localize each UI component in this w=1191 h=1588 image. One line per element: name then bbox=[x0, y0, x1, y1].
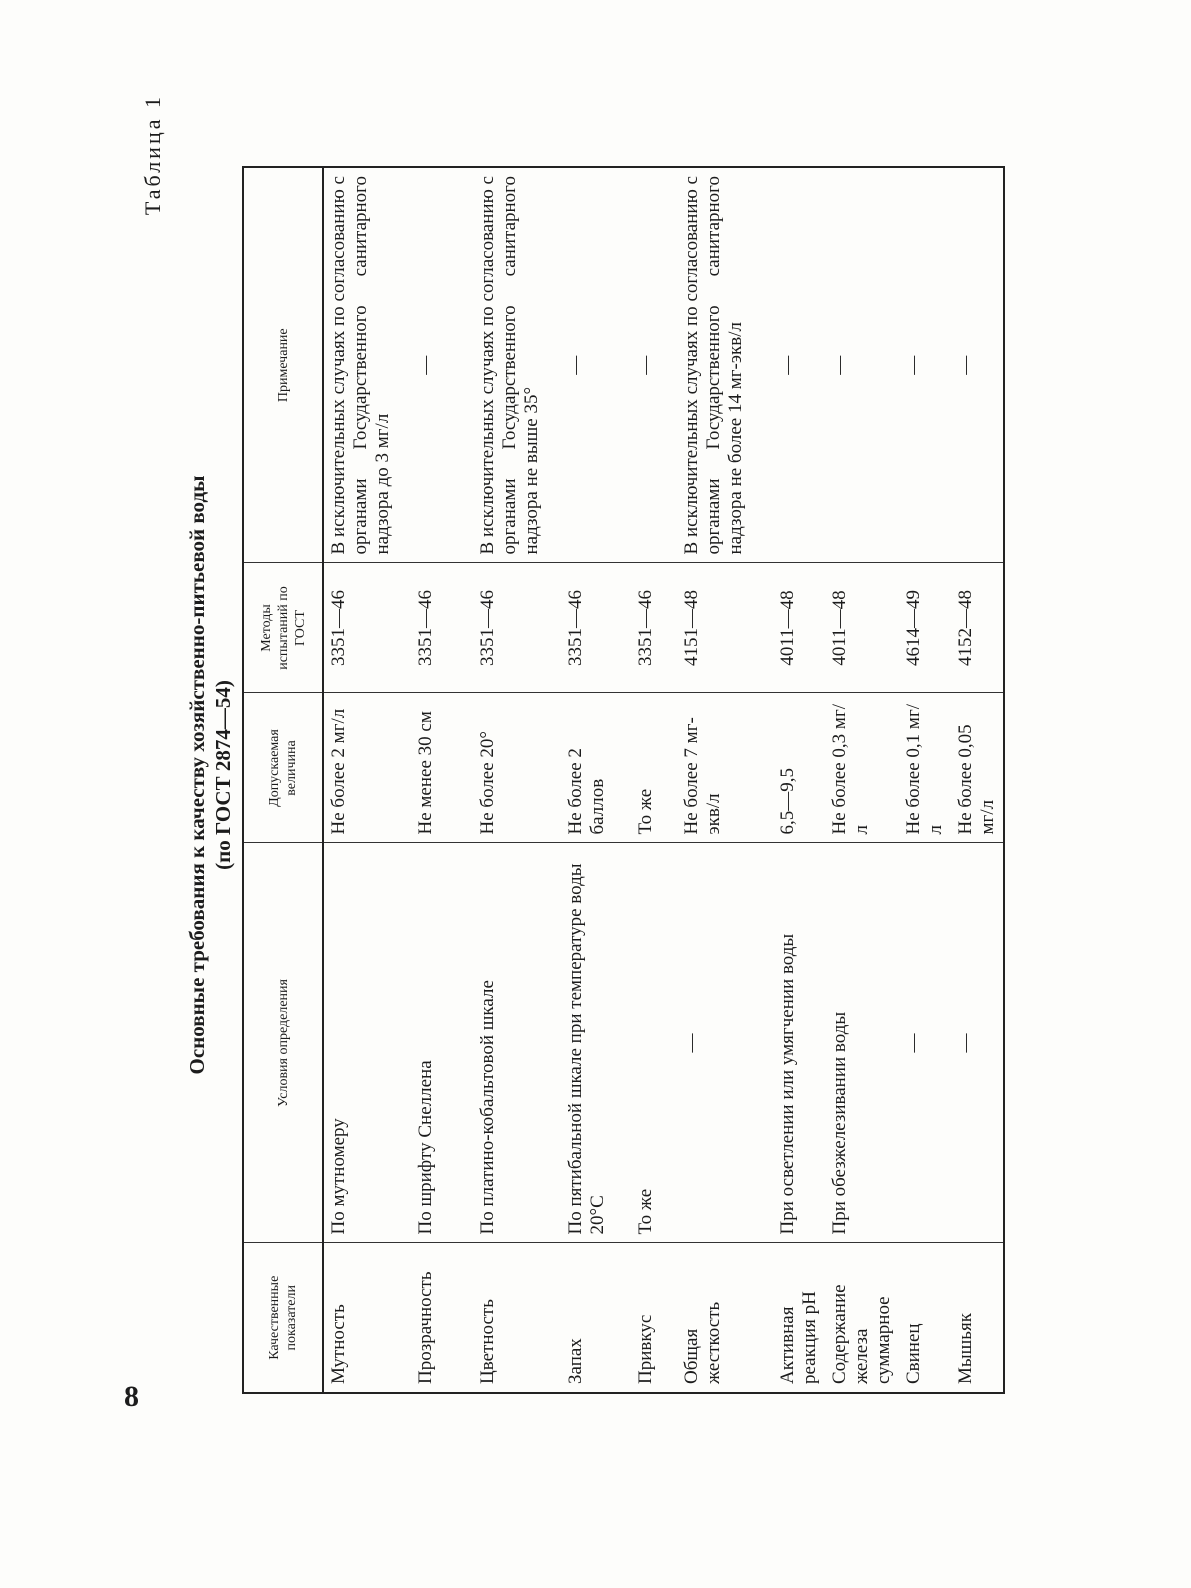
title-line-1: Основные требования к качеству хозяйственно-питьевой воды bbox=[185, 475, 209, 1075]
cell-condition: — bbox=[899, 843, 951, 1243]
table-row bbox=[899, 167, 951, 1393]
column-header-method: Методы испытаний по ГОСТ bbox=[243, 563, 323, 693]
cell-parameter: Мутность bbox=[323, 1243, 411, 1393]
cell-allowed: Не более 2 мг/л bbox=[323, 693, 411, 843]
table-label: Таблица 1 bbox=[140, 94, 165, 216]
cell-note: В исключительных случаях по согласованию с органами Государственного санитарного надзора не более 14 мг-экв/л bbox=[677, 167, 773, 563]
cell-parameter: Прозрачность bbox=[411, 1243, 473, 1393]
table-row bbox=[323, 167, 411, 1393]
cell-note: — bbox=[773, 167, 825, 563]
page-number: 8 bbox=[124, 1380, 139, 1413]
cell-parameter: Цветность bbox=[473, 1243, 561, 1393]
cell-parameter: Мышьяк bbox=[951, 1243, 1004, 1393]
cell-parameter: Содержание железа суммарное bbox=[825, 1243, 899, 1393]
table-row bbox=[473, 167, 561, 1393]
cell-condition: — bbox=[951, 843, 1004, 1243]
document-title bbox=[184, 80, 236, 1470]
cell-allowed: Не более 20° bbox=[473, 693, 561, 843]
table-row bbox=[631, 167, 677, 1393]
cell-condition: По платино-кобальтовой шкале bbox=[473, 843, 561, 1243]
cell-method: 4011—48 bbox=[773, 563, 825, 693]
cell-method: 4614—49 bbox=[899, 563, 951, 693]
cell-note: — bbox=[411, 167, 473, 563]
cell-method: 3351—46 bbox=[473, 563, 561, 693]
table-row bbox=[677, 167, 773, 1393]
column-header-allowed: Допускаемая величина bbox=[243, 693, 323, 843]
cell-method: 3351—46 bbox=[561, 563, 631, 693]
cell-condition: По мутномеру bbox=[323, 843, 411, 1243]
cell-condition: По пятибальной шкале при температуре воды 20°С bbox=[561, 843, 631, 1243]
cell-method: 4152—48 bbox=[951, 563, 1004, 693]
cell-allowed: Не более 0,3 мг/л bbox=[825, 693, 899, 843]
requirements-table bbox=[242, 166, 1005, 1394]
cell-note: — bbox=[631, 167, 677, 563]
cell-parameter: Привкус bbox=[631, 1243, 677, 1393]
cell-method: 3351—46 bbox=[631, 563, 677, 693]
cell-allowed: То же bbox=[631, 693, 677, 843]
cell-condition: То же bbox=[631, 843, 677, 1243]
cell-parameter: Активная реакция pH bbox=[773, 1243, 825, 1393]
cell-note: В исключительных случаях по согласованию с органами Государственного санитарного надзора до 3 мг/л bbox=[323, 167, 411, 563]
column-header-parameter: Качественные показатели bbox=[243, 1243, 323, 1393]
cell-method: 3351—46 bbox=[323, 563, 411, 693]
cell-method: 4011—48 bbox=[825, 563, 899, 693]
table-row bbox=[411, 167, 473, 1393]
cell-condition: При осветлении или умягчении воды bbox=[773, 843, 825, 1243]
cell-parameter: Свинец bbox=[899, 1243, 951, 1393]
cell-note: — bbox=[951, 167, 1004, 563]
cell-allowed: Не менее 30 см bbox=[411, 693, 473, 843]
table-header-row bbox=[243, 167, 323, 1393]
cell-allowed: Не более 0,1 мг/л bbox=[899, 693, 951, 843]
cell-allowed: Не более 0,05 мг/л bbox=[951, 693, 1004, 843]
table-row bbox=[951, 167, 1004, 1393]
cell-method: 3351—46 bbox=[411, 563, 473, 693]
cell-allowed: 6,5—9,5 bbox=[773, 693, 825, 843]
table-row bbox=[773, 167, 825, 1393]
cell-parameter: Запах bbox=[561, 1243, 631, 1393]
cell-condition: По шрифту Снеллена bbox=[411, 843, 473, 1243]
column-header-note: Примечание bbox=[243, 167, 323, 563]
cell-note: — bbox=[899, 167, 951, 563]
cell-note: — bbox=[561, 167, 631, 563]
cell-note: В исключительных случаях по согласованию с органами Государственного санитарного надзора не выше 35° bbox=[473, 167, 561, 563]
cell-parameter: Общая жесткость bbox=[677, 1243, 773, 1393]
cell-condition: При обезжелезивании воды bbox=[825, 843, 899, 1243]
cell-condition: — bbox=[677, 843, 773, 1243]
cell-method: 4151—48 bbox=[677, 563, 773, 693]
table-row bbox=[561, 167, 631, 1393]
cell-note: — bbox=[825, 167, 899, 563]
cell-allowed: Не более 7 мг-экв/л bbox=[677, 693, 773, 843]
column-header-condition: Условия определения bbox=[243, 843, 323, 1243]
cell-allowed: Не более 2 баллов bbox=[561, 693, 631, 843]
table-row bbox=[825, 167, 899, 1393]
rotated-content bbox=[140, 70, 1020, 1470]
title-line-2: (по ГОСТ 2874—54) bbox=[211, 680, 235, 870]
